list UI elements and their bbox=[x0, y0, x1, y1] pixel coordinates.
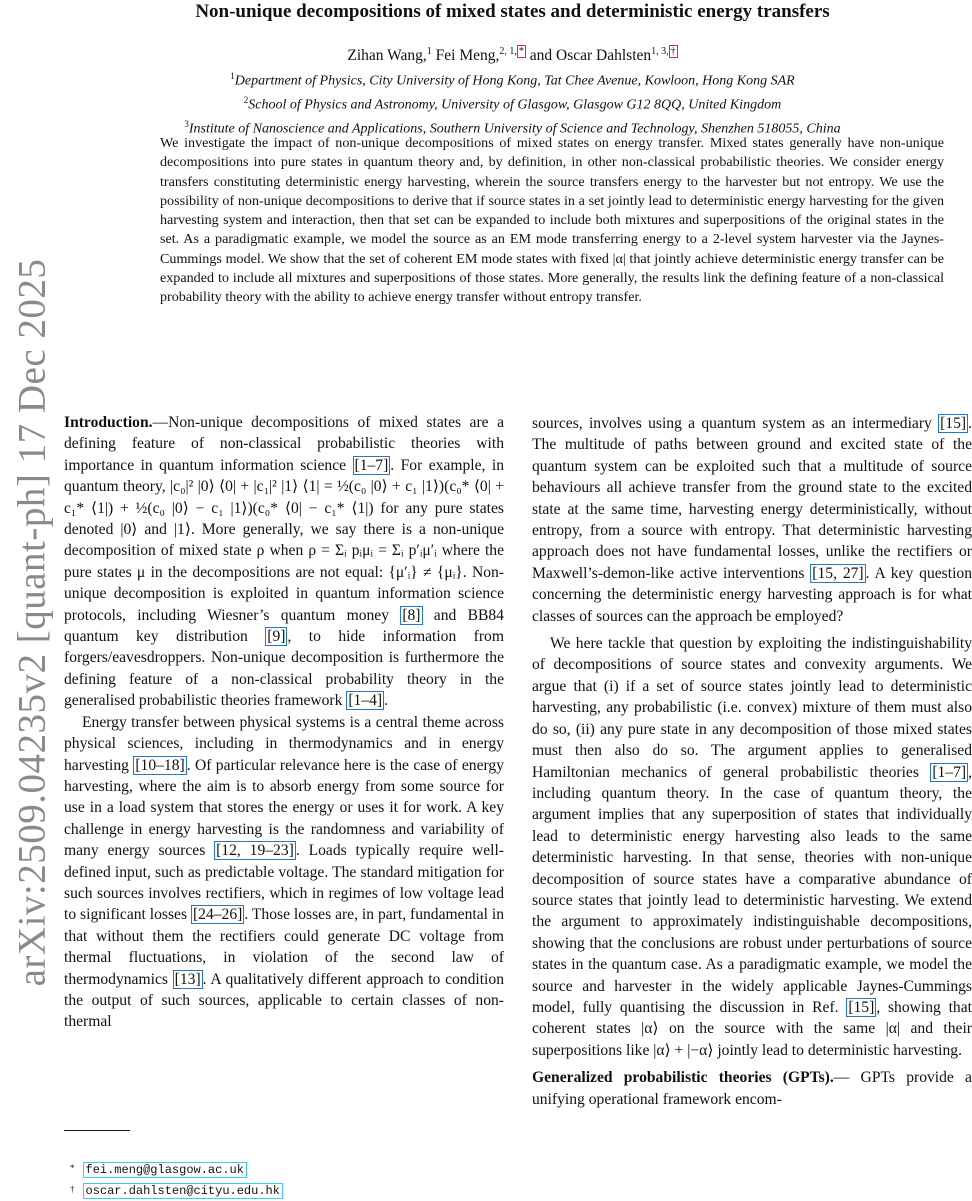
citation-link[interactable]: [12, 19–23] bbox=[216, 842, 294, 860]
citation-link[interactable]: [1–7] bbox=[354, 456, 389, 474]
citation-link[interactable]: [15] bbox=[848, 998, 875, 1016]
affiliation-1: $^1$Department of Physics, City University of Hong Kong, Tat Chee Avenue, Kowloon, Hong Kong SAR bbox=[230, 71, 795, 89]
citation-link[interactable]: [9] bbox=[267, 628, 286, 646]
right-column bbox=[532, 413, 972, 1110]
arxiv-identifier-stamp bbox=[2, 258, 62, 986]
footnote-link-1[interactable]: * bbox=[518, 46, 524, 57]
footnotes bbox=[64, 1159, 504, 1201]
author-2: Fei Meng, bbox=[435, 47, 500, 65]
footnote-2: † oscar.dahlsten@cityu.edu.hk bbox=[64, 1180, 504, 1201]
citation-link[interactable]: [13] bbox=[174, 970, 201, 988]
citation-link[interactable]: [10–18] bbox=[135, 756, 185, 774]
author-1: Zihan Wang, bbox=[347, 47, 427, 65]
left-column bbox=[64, 412, 504, 1033]
author-3: and Oscar Dahlsten bbox=[529, 47, 652, 65]
energy-transfer-paragraph: Energy transfer between physical systems is a central theme across physical sciences, including in thermodynamics and in energy harvesting [10–18] . Of particular relevance here is the case of energy harvesting, where the aim is to absorb energy from some source for use in a load system that stores the energy or uses it for work. A key challenge in energy harvesting is the randomness and variability of many energy sources [12, 19–23] . Loads typically require well-defined input, such as predictable voltage. The standard mitigation for such sources involves rectifiers, which in regimes of low voltage lead to significant losses [24–26] . Those losses are, in part, fundamental in that without them the rectifiers could generate DC voltage from thermal fluctuations, in violation of the second law of thermodynamics [13] . A qualitatively different approach to condition the output of such sources, applicable to certain classes of non-thermal bbox=[64, 713, 505, 1031]
affiliations bbox=[64, 67, 961, 139]
citation-link[interactable]: [1–7] bbox=[932, 763, 967, 781]
citation-link[interactable]: [8] bbox=[402, 606, 421, 624]
author-3-affil: 1, 3, † bbox=[651, 46, 676, 57]
email-link[interactable]: fei.meng@glasgow.ac.uk bbox=[83, 1162, 247, 1178]
footnote-link-2[interactable]: † bbox=[670, 46, 676, 57]
intro-paragraph: Introduction.—Non-unique decompositions of mixed states are a defining feature of non-classical probabilistic theories with importance in quantum information science [1–7] . For example, in quantum theory, |c₀|² |0⟩ ⟨0| + |c₁|² |1⟩ ⟨1| = ½(c₀ |0⟩ + c₁ |1⟩)(c₀* ⟨0| + c₁* ⟨1|) + ½(c₀ |0⟩ − c₁ |1⟩)(c₀* ⟨0| − c₁* ⟨1|) for any pure states denoted |0⟩ and |1⟩. More generally, we say there is a non-unique decomposition of mixed state ρ when ρ = Σᵢ pᵢμᵢ = Σᵢ p′ᵢμ′ᵢ where the pure states μ in the decompositions are not equal: {μ′ᵢ} ≠ {μᵢ}. Non-unique decomposition is exploited in quantum information science protocols, including Wiesner’s quantum money [8] and BB84 quantum key distribution [9] , to hide information from forgers/eavesdroppers. Non-unique decomposition is furthermore the defining feature of a non-classical probability theory in the generalised probabilistic theories framework [1–4] . bbox=[64, 414, 504, 710]
citation-link[interactable]: [15, 27] bbox=[812, 564, 864, 582]
intro-heading: Introduction. bbox=[64, 414, 153, 431]
author-list bbox=[64, 42, 961, 66]
sources-paragraph: sources, involves using a quantum system as an intermediary [15] . The multitude of paths between ground and excited state of the quantum system can be exploited such that a multitude of source behaviours all achieve transfer from the ground state to the excited state at the same time, harvesting energy deterministically, without entropy, from a source with entropy. That deterministic harvesting approach does not have fundamental losses, unlike the rectifiers or Maxwell’s-demon-like active interventions [15, 27] . A key question concerning the deterministic energy harvesting approach is for what classes of sources can the approach be employed? bbox=[532, 415, 972, 625]
paper-title: Non-unique decompositions of mixed states and deterministic energy transfers bbox=[195, 1, 830, 22]
abstract: We investigate the impact of non-unique decompositions of mixed states on energy transfer. Mixed states generally have non-unique decompositions into pure states in quantum theory and, by definition, in other non-classical probabilistic theories. We consider energy transfers constituting deterministic energy harvesting, wherein the source transfers energy to the harvester but not entropy. We use the possibility of non-unique decompositions to derive that if source states in a set jointly lead to deterministic energy harvesting for the given harvesting system and interaction, then that set can be expanded to include both mixtures and superpositions of the original states in the set. As a paradigmatic example, we model the source as an EM mode transferring energy to a 2-level system harvester via the Jaynes-Cummings model. We show that the set of coherent EM mode states with fixed |α| that jointly achieve deterministic energy transfer can be expanded to include all mixtures and superpositions of those states. More generally, the results link the defining feature of a non-classical probability theory with the ability to achieve energy transfer without entropy transfer. bbox=[160, 135, 944, 306]
footnote-rule bbox=[64, 1130, 130, 1131]
author-2-affil: 2, 1, * bbox=[499, 46, 524, 57]
citation-link[interactable]: [15] bbox=[940, 415, 967, 432]
citation-link[interactable]: [24–26] bbox=[192, 906, 243, 924]
affiliation-3: $^3$Institute of Nanoscience and Applications, Southern University of Science and Technology, Shenzhen 518055, China bbox=[184, 119, 841, 137]
approach-paragraph: We here tackle that question by exploiting the indistinguishability of decompositions of source states and convexity arguments. We argue that (i) if a set of source states jointly lead to deterministic harvesting, any probabilistic (i.e. convex) mixture of them must also do so, (ii) any pure state in any decomposition of those mixed states must then also do so. The argument applies to generalised Hamiltonian mechanics of general probabilistic theories [1–7] , including quantum theory. In the case of quantum theory, the argument implies that any superposition of states that individually lead to deterministic energy harvesting also leads to the same deterministic harvesting. In that sense, theories with non-unique decomposition of source states have a comparative abundance of source states that jointly lead to deterministic harvesting. We extend the argument to approximately indistinguishable decompositions, showing that the conclusions are robust under perturbations of source states in the quantum case. As a paradigmatic example, we model the source and harvester in the widely applicable Jaynes-Cummings model, fully quantising the discussion in Ref. [15] , showing that coherent states |α⟩ on the source with the same |α| and their superpositions like |α⟩ + |−α⟩ jointly lead to deterministic harvesting. bbox=[532, 635, 972, 1059]
author-1-affil: 1 bbox=[426, 46, 432, 57]
email-link[interactable]: oscar.dahlsten@cityu.edu.hk bbox=[83, 1183, 283, 1199]
citation-link[interactable]: [1–4] bbox=[348, 692, 383, 710]
arxiv-id-text: arXiv:2509.04235v2 [quant-ph] 17 Dec 2025 bbox=[10, 258, 54, 986]
footnote-1: * fei.meng@glasgow.ac.uk bbox=[64, 1159, 504, 1180]
gpt-heading: Generalized probabilistic theories (GPTs). bbox=[532, 1069, 834, 1087]
gpt-paragraph: Generalized probabilistic theories (GPTs).— GPTs provide a unifying operational framework encom- bbox=[532, 1069, 972, 1108]
affiliation-2: $^2$School of Physics and Astronomy, University of Glasgow, Glasgow G12 8QQ, United Kingdom bbox=[243, 95, 782, 113]
